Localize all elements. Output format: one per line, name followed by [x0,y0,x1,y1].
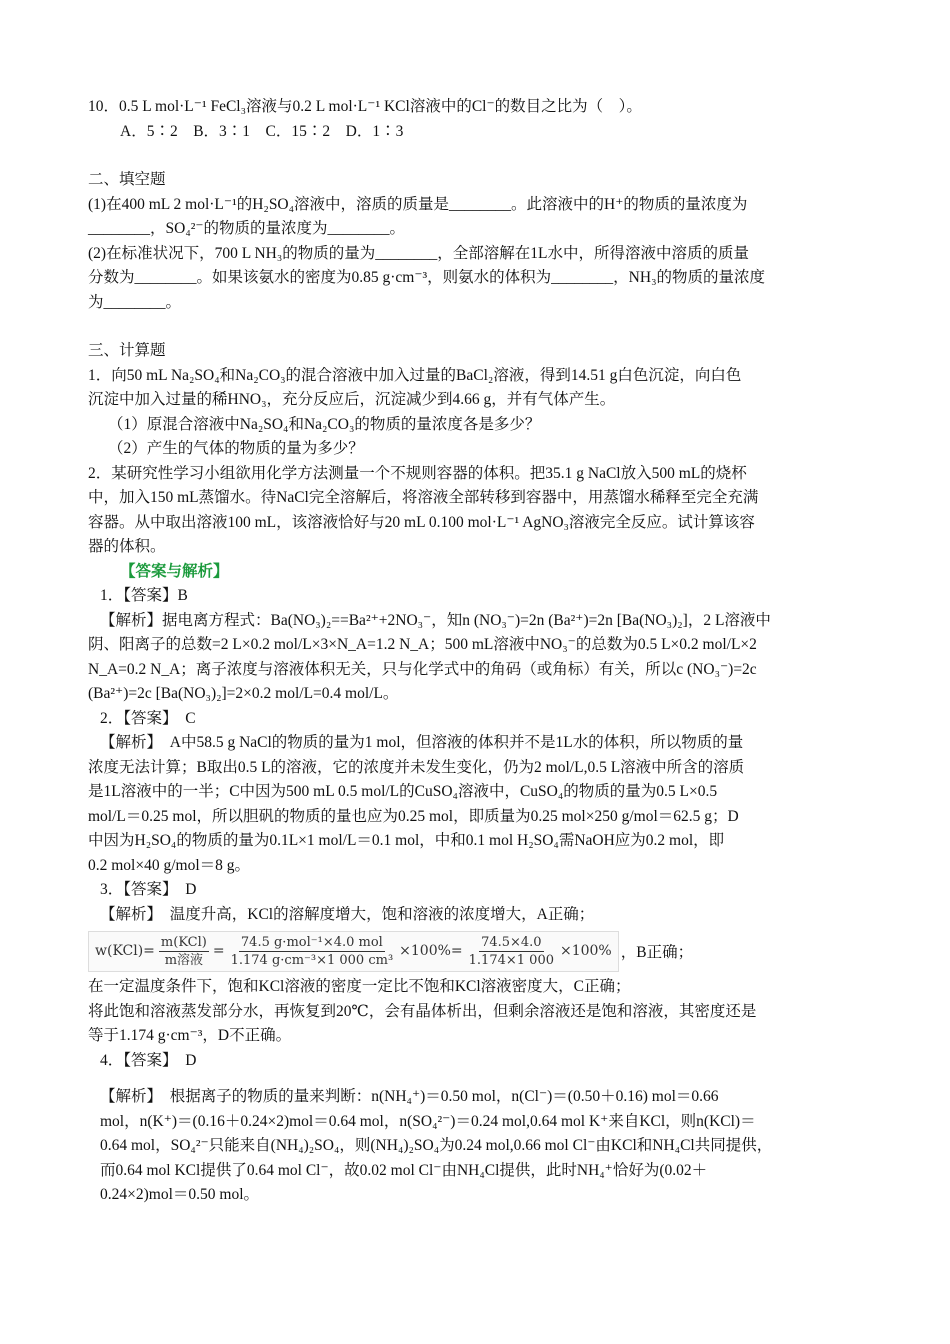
answer-2-head: 2．【答案】 C [100,709,196,727]
formula-f2-num: 74.5 g·mol⁻¹×4.0 mol [240,934,383,950]
answers-heading: 【答案与解析】 [120,562,229,580]
calc-q2-line: 器的体积。 [88,538,166,555]
answer-1-line: 【解析】据电离方程式：Ba(NO₃)₂==Ba²⁺+2NO₃⁻，知n (NO₃⁻)=2n (Ba²⁺)=2n [Ba(NO₃)₂]，2 L溶液中 [100,611,771,629]
answer-4-line: 0.24×2)mol＝0.50 mol。 [100,1186,260,1203]
q10-options: A．5∶2 B．3∶1 C．15∶2 D．1∶3 [120,122,404,140]
answer-4-line: mol，n(K⁺)＝(0.16＋0.24×2)mol＝0.64 mol，n(SO₄²⁻)＝0.24 mol,0.64 mol K⁺来自KCl，则n(KCl)＝ [100,1112,756,1130]
answer-4-line: 【解析】 根据离子的物质的量来判断：n(NH₄⁺)＝0.50 mol，n(Cl⁻)＝(0.50＋0.16) mol＝0.66 [100,1088,719,1105]
section2-line: (2)在标准状况下，700 L NH₃的物质的量为________，全部溶解在1L水中，所得溶液中溶质的质量 [88,244,749,262]
q10-stem: 10．0.5 L mol·L⁻¹ FeCl₃溶液与0.2 L mol·L⁻¹ KCl溶液中的Cl⁻的数目之比为（ ）。 [88,98,642,115]
answer-3-line: 【解析】 温度升高，KCl的溶解度增大，饱和溶液的浓度增大，A正确； [100,905,595,923]
answer-3-head: 3．【答案】 D [100,881,197,898]
formula-f1-num: m(KCl) [160,934,207,950]
formula-f3-num: 74.5×4.0 [481,934,542,950]
answer-2-line: 中因为H₂SO₄的物质的量为0.1L×1 mol/L＝0.1 mol，中和0.1 mol H₂SO₄需NaOH应为0.2 mol，即 [88,832,725,849]
calc-q2-line: 中，加入150 mL蒸馏水。待NaCl完全溶解后，将溶液全部转移到容器中，用蒸馏水稀释至完全充满 [88,489,759,506]
section2-line: 分数为________。如果该氨水的密度为0.85 g·cm⁻³，则氨水的体积为________，NH₃的物质的量浓度 [88,269,765,286]
answer-2-line: 是1L溶液中的一半；C中因为500 mL 0.5 mol/L的CuSO₄溶液中，CuSO₄的物质的量为0.5 L×0.5 [88,783,718,800]
answer-4-line: 而0.64 mol KCl提供了0.64 mol Cl⁻，故0.02 mol Cl⁻由NH₄Cl提供，此时NH₄⁺恰好为(0.02＋ [100,1161,708,1179]
answer-2-line: mol/L＝0.25 mol，所以胆矾的物质的量也应为0.25 mol，即质量为0.25 mol×250 g/mol＝62.5 g；D [88,807,739,825]
calc-q2-line: 2．某研究性学习小组欲用化学方法测量一个不规则容器的体积。把35.1 g NaCl放入500 mL的烧杯 [88,464,747,482]
formula-mid: ×100%= [399,943,463,959]
section2-title: 二、填空题 [88,171,166,188]
formula-tail: ，B正确； [620,944,694,961]
section3-title: 三、计算题 [88,342,166,359]
calc-q2-line: 容器。从中取出溶液100 mL，该溶液恰好与20 mL 0.100 mol·L⁻¹ AgNO₃溶液完全反应。试计算该容 [88,513,755,531]
calc-q1-line: 沉淀中加入过量的稀HNO₃，充分反应后，沉淀减少到4.66 g，并有气体产生。 [88,391,616,408]
formula-image [88,931,619,972]
calc-q1-sub: （2）产生的气体的物质的量为多少？ [108,440,364,457]
formula-lhs: w(KCl)= [95,943,155,959]
section2-line: ________，SO₄²⁻的物质的量浓度为________。 [88,220,406,237]
answer-4-line: 0.64 mol，SO₄²⁻只能来自(NH₄)₂SO₄，则(NH₄)₂SO₄为0.24 mol,0.66 mol Cl⁻由KCl和NH₄Cl共同提供， [100,1137,773,1154]
section2-line: (1)在400 mL 2 mol·L⁻¹的H₂SO₄溶液中，溶质的质量是________。此溶液中的H⁺的物质的量浓度为 [88,195,748,213]
answer-2-line: 0.2 mol×40 g/mol＝8 g。 [88,856,251,874]
calc-q1-sub: （1）原混合溶液中Na₂SO₄和Na₂CO₃的物质的量浓度各是多少？ [108,415,541,433]
answer-2-line: 浓度无法计算；B取出0.5 L的溶液，它的浓度并未发生变化，仍为2 mol/L,0.5 L溶液中所含的溶质 [88,758,745,776]
mass-fraction-formula [88,929,812,973]
formula-fraction-1 [159,934,209,969]
formula-equals: = [212,943,225,959]
formula-end: ×100% [559,943,612,959]
calc-q1-line: 1．向50 mL Na₂SO₄和Na₂CO₃的混合溶液中加入过量的BaCl₂溶液，得到14.51 g白色沉淀，向白色 [88,366,742,384]
formula-f3-den: 1.174×1 000 [468,952,554,968]
formula-fraction-2 [229,934,396,969]
answer-3-line: 将此饱和溶液蒸发部分水，再恢复到20℃，会有晶体析出，但剩余溶液还是饱和溶液，其密度还是 [88,1002,757,1020]
answer-1-head: 1．【答案】B [100,587,188,604]
answer-2-line: 【解析】 A中58.5 g NaCl的物质的量为1 mol，但溶液的体积并不是1L水的体积，所以物质的量 [100,734,744,751]
section2-line: 为________。 [88,293,182,311]
formula-f2-den: 1.174 g·cm⁻³×1 000 cm³ [230,952,394,968]
answer-4-head: 4．【答案】 D [100,1051,197,1069]
answer-3-line: 在一定温度条件下，饱和KCl溶液的密度一定比不饱和KCl溶液密度大，C正确； [88,978,631,995]
answer-1-line: (Ba²⁺)=2c [Ba(NO₃)₂]=2×0.2 mol/L=0.4 mol/L。 [88,685,399,702]
answer-1-line: N_A=0.2 N_A；离子浓度与溶液体积无关，只与化学式中的角码（或角标）有关，所以c (NO₃⁻)=2c [88,660,757,678]
formula-f1-den: m溶液 [164,952,204,968]
formula-fraction-3 [467,934,556,969]
answer-1-line: 阴、阳离子的总数=2 L×0.2 mol/L×3×N_A=1.2 N_A；500 mL溶液中NO₃⁻的总数为0.5 L×0.2 mol/L×2 [88,636,757,653]
answer-3-line: 等于1.174 g·cm⁻³，D不正确。 [88,1027,292,1044]
document-page [88,95,812,1208]
